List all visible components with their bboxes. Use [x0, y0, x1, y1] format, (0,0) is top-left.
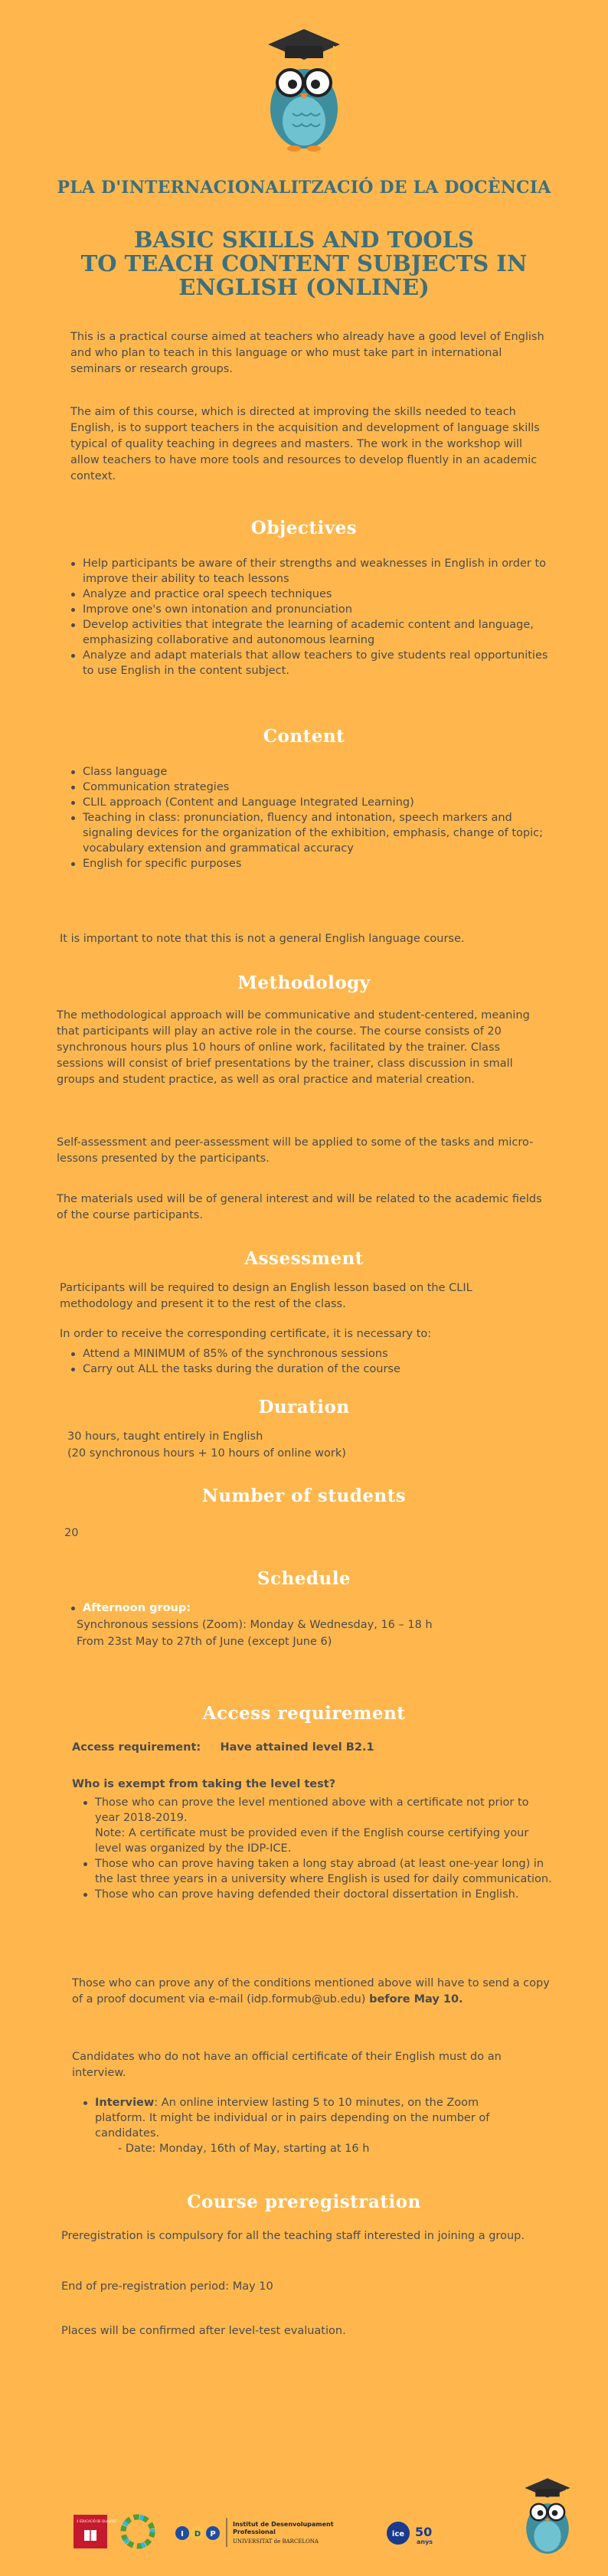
title-line: ENGLISH (ONLINE): [178, 274, 430, 300]
ub-name: UNIVERSITAT de BARCELONA: [233, 2538, 319, 2545]
list-item: Teaching in class: pronunciation, fluency and intonation, speech markers and signaling devices for the organization of the exhibition, emphasis, change of topic; vocabulary extension and grammatical accuracy: [70, 810, 553, 856]
page-title: [0, 228, 608, 299]
title-line: TO TEACH CONTENT SUBJECTS IN: [80, 250, 528, 276]
duration-heading: Duration: [258, 1397, 350, 1417]
list-item: [83, 1795, 554, 1856]
list-item: Analyze and adapt materials that allow teachers to give students real opportunities to use English in the content subject.: [70, 648, 553, 678]
institute-line-1: Institut de Desenvolupament: [233, 2521, 334, 2528]
footer-logo-strip: [74, 2513, 456, 2551]
students-heading: Number of students: [201, 1486, 407, 1506]
ice-label: ice: [391, 2530, 405, 2538]
schedule-line-1: Synchronous sessions (Zoom): Monday & Wednesday, 16 – 18 h: [77, 1619, 433, 1631]
list-item: Carry out ALL the tasks during the duration of the course: [70, 1362, 545, 1377]
schedule-group-label: Afternoon group:: [83, 1602, 191, 1614]
footer-logos: [74, 2513, 456, 2551]
anys-number: 50: [415, 2525, 433, 2539]
list-item: CLIL approach (Content and Language Integrated Learning): [70, 795, 553, 810]
prereg-paragraph-1: Preregistration is compulsory for all the teaching staff interested in joining a group.: [61, 2230, 525, 2242]
content-list: [70, 764, 553, 871]
proof-deadline: before May 10.: [369, 1993, 463, 2006]
methodology-paragraph-1: The methodological approach will be communicative and student-centered, meaning that participants will play an active role in the course. The course consists of 20 synchronous hours plus 10 hours of online work, facilitated by the trainer. Class sessions will consist of brief presentations by the trainer, class discussion in small groups and student practice, as well as oral practice and material creation.: [57, 1009, 530, 1086]
svg-text:D: D: [194, 2530, 201, 2538]
proof-text: Those who can prove any of the conditions mentioned above will have to send a copy of a proof document via e-mail (idp.formub@ub.edu): [72, 1977, 550, 2006]
methodology-heading: Methodology: [237, 973, 371, 993]
proof-paragraph: [72, 1976, 554, 2008]
duration-line-1: 30 hours, taught entirely in English: [67, 1430, 263, 1443]
prereg-paragraph-2: End of pre-registration period: May 10: [61, 2280, 273, 2293]
access-requirement-value: Have attained level B2.1: [220, 1741, 374, 1754]
svg-text:I: I: [181, 2530, 184, 2538]
program-kicker: PLA D'INTERNACIONALITZACIÓ DE LA DOCÈNCIA: [57, 178, 551, 198]
duration-line-2: (20 synchronous hours + 10 hours of online work): [67, 1447, 346, 1460]
sdg-wheel-icon: [123, 2517, 152, 2546]
list-item: [70, 1600, 545, 1616]
access-requirement-line: [72, 1740, 547, 1756]
assessment-list: [70, 1346, 545, 1377]
methodology-paragraph-2: Self-assessment and peer-assessment will be applied to some of the tasks and micro-lessons presented by the participants.: [57, 1136, 534, 1165]
list-item: Those who can prove having taken a long stay abroad (at least one-year long) in the last three years in a university where English is used for daily communication.: [83, 1856, 554, 1887]
exempt-note: Note: A certificate must be provided even if the English course certifying your level was organized by the IDP-ICE.: [95, 1827, 529, 1855]
schedule-heading: Schedule: [257, 1568, 351, 1589]
institute-line-2: Professional: [233, 2529, 276, 2535]
students-count: 20: [64, 1527, 79, 1539]
list-item: Attend a MINIMUM of 85% of the synchronous sessions: [70, 1346, 545, 1362]
content-heading: Content: [263, 726, 345, 747]
methodology-paragraph-3: The materials used will be of general interest and will be related to the academic fields of the course participants.: [57, 1193, 542, 1221]
prereg-paragraph-3: Places will be confirmed after level-test evaluation.: [61, 2325, 346, 2337]
access-heading: Access requirement: [202, 1703, 406, 1724]
interview-date: - Date: Monday, 16th of May, starting at 16 h: [118, 2143, 370, 2155]
owl-mascot-small-icon: [516, 2473, 579, 2558]
idp-logo-icon: [175, 2526, 220, 2540]
list-item: Communication strategies: [70, 780, 553, 795]
exempt-list: [83, 1795, 554, 1902]
schedule-list: [70, 1600, 545, 1616]
intro-paragraph-1: This is a practical course aimed at teachers who already have a good level of English and who plan to teach in this language or who must take part in international seminars or research groups.: [70, 331, 544, 375]
interview-intro: Candidates who do not have an official certificate of their English must do an interview.: [72, 2051, 502, 2079]
anys-label: anys: [417, 2538, 433, 2545]
objectives-list: [70, 556, 553, 678]
schedule-line-2: From 23st May to 27th of June (except June 6): [77, 1636, 332, 1648]
objectives-heading: Objectives: [250, 518, 358, 538]
list-item: Analyze and practice oral speech techniques: [70, 587, 553, 602]
assessment-heading: Assessment: [244, 1248, 364, 1269]
exempt-heading: Who is exempt from taking the level test?: [72, 1778, 336, 1790]
svg-text:P: P: [210, 2530, 216, 2538]
list-item: English for specific purposes: [70, 856, 553, 871]
owl-mascot-icon: [254, 23, 354, 153]
list-item: Help participants be aware of their strengths and weaknesses in English in order to improve their ability to teach lessons: [70, 556, 553, 587]
list-item: Class language: [70, 764, 553, 780]
list-item: Improve one's own intonation and pronunciation: [70, 602, 553, 617]
title-line: BASIC SKILLS AND TOOLS: [134, 227, 474, 253]
assessment-paragraph-1: Participants will be required to design an English lesson based on the CLIL methodology and present it to the rest of the class.: [60, 1282, 472, 1310]
sdg4-logo-icon: [74, 2515, 117, 2548]
ice-50-anys-logo-icon: [387, 2522, 433, 2545]
interview-label: Interview: [95, 2097, 155, 2109]
list-item: [83, 2095, 512, 2156]
content-note: It is important to note that this is not a general English language course.: [60, 933, 465, 945]
list-item: Those who can prove having defended their doctoral dissertation in English.: [83, 1887, 554, 1902]
sdg-label: 4 EDUCACIÓ DE QUALITAT: [77, 2519, 117, 2523]
access-requirement-label: Access requirement:: [72, 1741, 201, 1754]
assessment-paragraph-2: In order to receive the corresponding certificate, it is necessary to:: [60, 1328, 432, 1340]
intro-paragraph-2: The aim of this course, which is directed at improving the skills needed to teach English, is to support teachers in the acquisition and development of language skills typical of quality teaching in degrees and masters. The work in the workshop will allow teachers to have more tools and resources to develop fluently in an academic context.: [70, 406, 540, 482]
interview-text: : An online interview lasting 5 to 10 minutes, on the Zoom platform. It might be individual or in pairs depending on the number of candidates.: [95, 2097, 490, 2140]
interview-list: [83, 2095, 512, 2156]
list-item: Develop activities that integrate the learning of academic content and language, emphasizing collaborative and autonomous learning: [70, 617, 553, 648]
exempt-item-1: Those who can prove the level mentioned above with a certificate not prior to year 2018-2019.: [95, 1796, 529, 1824]
preregistration-heading: Course preregistration: [187, 2192, 421, 2212]
